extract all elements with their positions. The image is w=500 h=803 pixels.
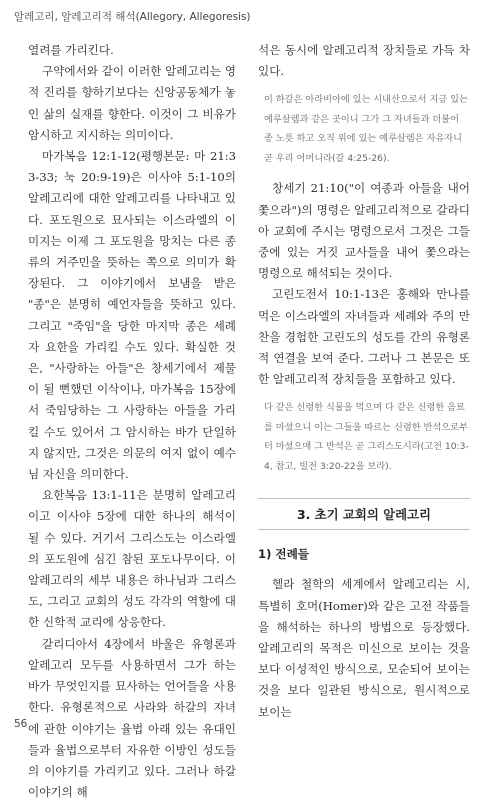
paragraph-hagar-continuation: 석은 동시에 알레고리적 장치들로 가득 차 있다. (258, 43, 470, 79)
paragraph-mark-12: 마가복음 12:1-12(평행본문: 마 21:33-33; 눅 20:9-19)은 이사야 5:1-10의 알레고리에 대한 알레고리를 나타내고 있다. 포도원으로 묘사되는 이스라엘의 이미지는 이제 그 포도원을 망치는 다른 종류의 거주민을 뜻하는 쪽으로 의미가 확장된다. 그 이야기에서 보냄을 받은 "종"은 분명히 예언자들을 뜻하고 있다. 그리고 "죽임"을 당한 마지막 종은 세례자 요한을 가리킬 수도 있다. 확실한 것은, "사랑하는 아들"은 창세기에서 제물이 될 뻔했던 이삭이나, 마가복음 15장에서 죽임당하는 그 사랑하는 아들을 가리킬 수도 있어서 그 암시하는 바가 단일하지 않지만, 그것은 의문의 여지 없이 예수님 자신을 의미한다. (28, 149, 236, 482)
right-column (258, 40, 470, 723)
running-head: 알레고리, 알레고리적 해석(Allegory, Allegoresis) (14, 11, 251, 23)
paragraph-continuation: 열려를 가리킨다. (28, 43, 114, 57)
paragraph-galatians-4: 갈리디아서 4장에서 바울은 유형론과 알레고리 모두를 사용하면서 그가 하는 바가 무엇인지를 묘사하는 언어들을 사용한다. 유형론적으로 사라와 하갈의 자녀에 관한 이야기는 율법 아래 있는 유대인들과 율법으로부터 자유한 이방인 성도들의 이야기를 가리키고 있다. 그러나 하갈 이야기의 해 (28, 636, 236, 800)
left-column (28, 40, 236, 803)
section-heading: 3. 초기 교회의 알레고리 (258, 498, 470, 530)
paragraph-greek-philosophy: 헬라 철학의 세계에서 알레고리는 시, 특별히 호머(Homer)와 같은 고전 작품들을 해석하는 하나의 방법으로 등장했다. 알레고리의 목적은 미신으로 보이는 것을 보다 이성적인 방식으로, 모순되어 보이는 것을 보다 일관된 방식으로, 원시적으로 보이는 (258, 577, 470, 719)
subsection-heading: 1) 전례들 (258, 547, 310, 562)
block-quote-galatians: 이 하갈은 아라비아에 있는 시내산으로서 지금 있는 예루살렘과 같은 곳이니 그가 그 자녀들과 더불어 종 노릇 하고 오직 위에 있는 예루살렘은 자유자니 곧 우리 어머니라(갈 4:25-26). (264, 94, 468, 164)
paragraph-1-corinthians-10: 고린도전서 10:1-13은 홍해와 만나를 먹은 이스라엘의 자녀들과 세례와 주의 만찬을 경험한 고린도의 성도를 간의 유형론적 연결을 보여 준다. 그러나 그 본문은 또한 알레고리적 장치들을 포함하고 있다. (258, 287, 470, 387)
block-quote-corinthians: 다 같은 신령한 식물을 먹으며 다 같은 신령한 음료를 마셨으니 이는 그들을 따르는 신령한 반석으로부터 마셨으매 그 반석은 곧 그리스도시라(고전 10:3-4, 참고, 빌전 3:20-22을 보라). (264, 402, 469, 472)
paragraph-john-13: 요한복음 13:1-11은 분명히 알레고리이고 이사야 5장에 대한 하나의 해석이 될 수 있다. 거기서 그리스도는 이스라엘의 포도원에 심긴 참된 포도나무이다. 이 알레고리의 세부 내용은 하나님과 그리스도, 그리고 교회의 성도 각각의 역할에 대한 신학적 교리에 상응한다. (28, 488, 236, 630)
paragraph-genesis-21: 창세기 21:10("이 여종과 아들을 내어쫓으라")의 명령은 알레고리적으로 갈라디아 교회에 주시는 명령으로서 그것은 그들 중에 있는 거짓 교사들을 내어 쫓으라는 명령으로 해석되는 것이다. (258, 181, 470, 281)
page-number: 56 (14, 718, 28, 730)
paragraph-allegory-reality: 구약에서와 같이 이러한 알레고리는 영적 진리를 향하기보다는 신앙공동체가 놓인 삶의 실재를 향한다. 이것이 그 비유가 암시하고 지시하는 의미이다. (28, 64, 236, 142)
